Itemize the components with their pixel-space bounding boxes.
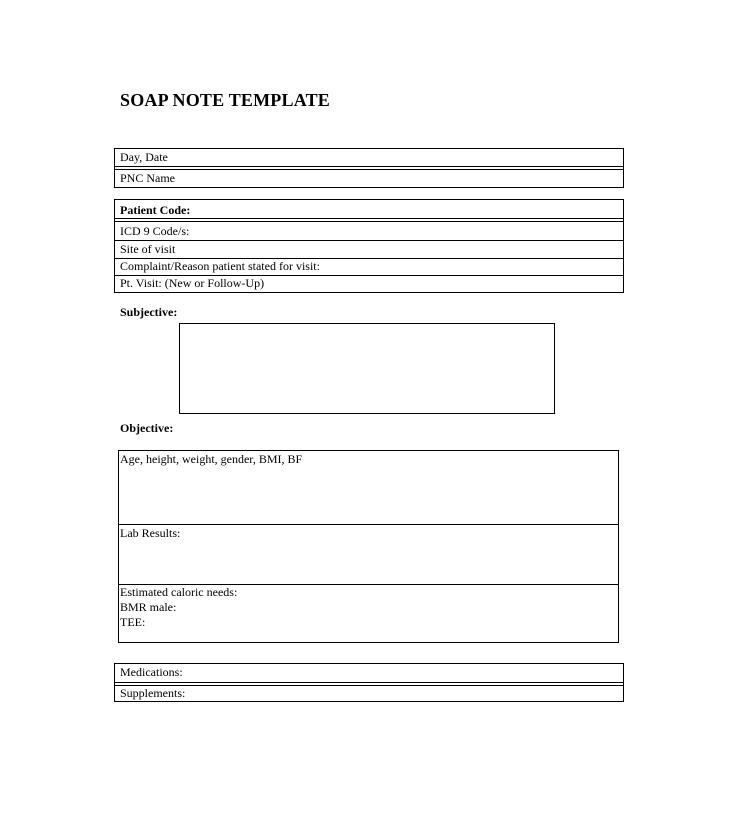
page-title: SOAP NOTE TEMPLATE [120, 90, 330, 110]
divider [115, 218, 623, 219]
patient-table [114, 199, 624, 293]
divider [115, 166, 623, 167]
subjective-box[interactable] [179, 323, 555, 414]
day-date-field[interactable]: Day, Date [120, 150, 168, 164]
divider [115, 169, 623, 170]
divider [115, 221, 623, 222]
pt-visit-field[interactable]: Pt. Visit: (New or Follow-Up) [120, 276, 265, 290]
objective-label: Objective: [120, 421, 174, 435]
header-table [114, 148, 624, 188]
caloric-needs-field[interactable]: Estimated caloric needs: BMR male: TEE: [120, 585, 238, 629]
medications-field[interactable]: Medications: [120, 665, 183, 679]
objective-table [118, 450, 619, 643]
medications-table [114, 663, 624, 702]
divider [115, 240, 623, 241]
patient-code-field[interactable]: Patient Code: [120, 203, 191, 217]
lab-results-field[interactable]: Lab Results: [120, 526, 181, 540]
site-of-visit-field[interactable]: Site of visit [120, 242, 176, 256]
subjective-label: Subjective: [120, 305, 178, 319]
supplements-field[interactable]: Supplements: [120, 686, 186, 700]
complaint-reason-field[interactable]: Complaint/Reason patient stated for visit: [120, 259, 320, 273]
icd9-codes-field[interactable]: ICD 9 Code/s: [120, 224, 190, 238]
divider [119, 524, 618, 525]
vitals-field[interactable]: Age, height, weight, gender, BMI, BF [120, 452, 303, 466]
pnc-name-field[interactable]: PNC Name [120, 171, 175, 185]
divider [115, 682, 623, 683]
